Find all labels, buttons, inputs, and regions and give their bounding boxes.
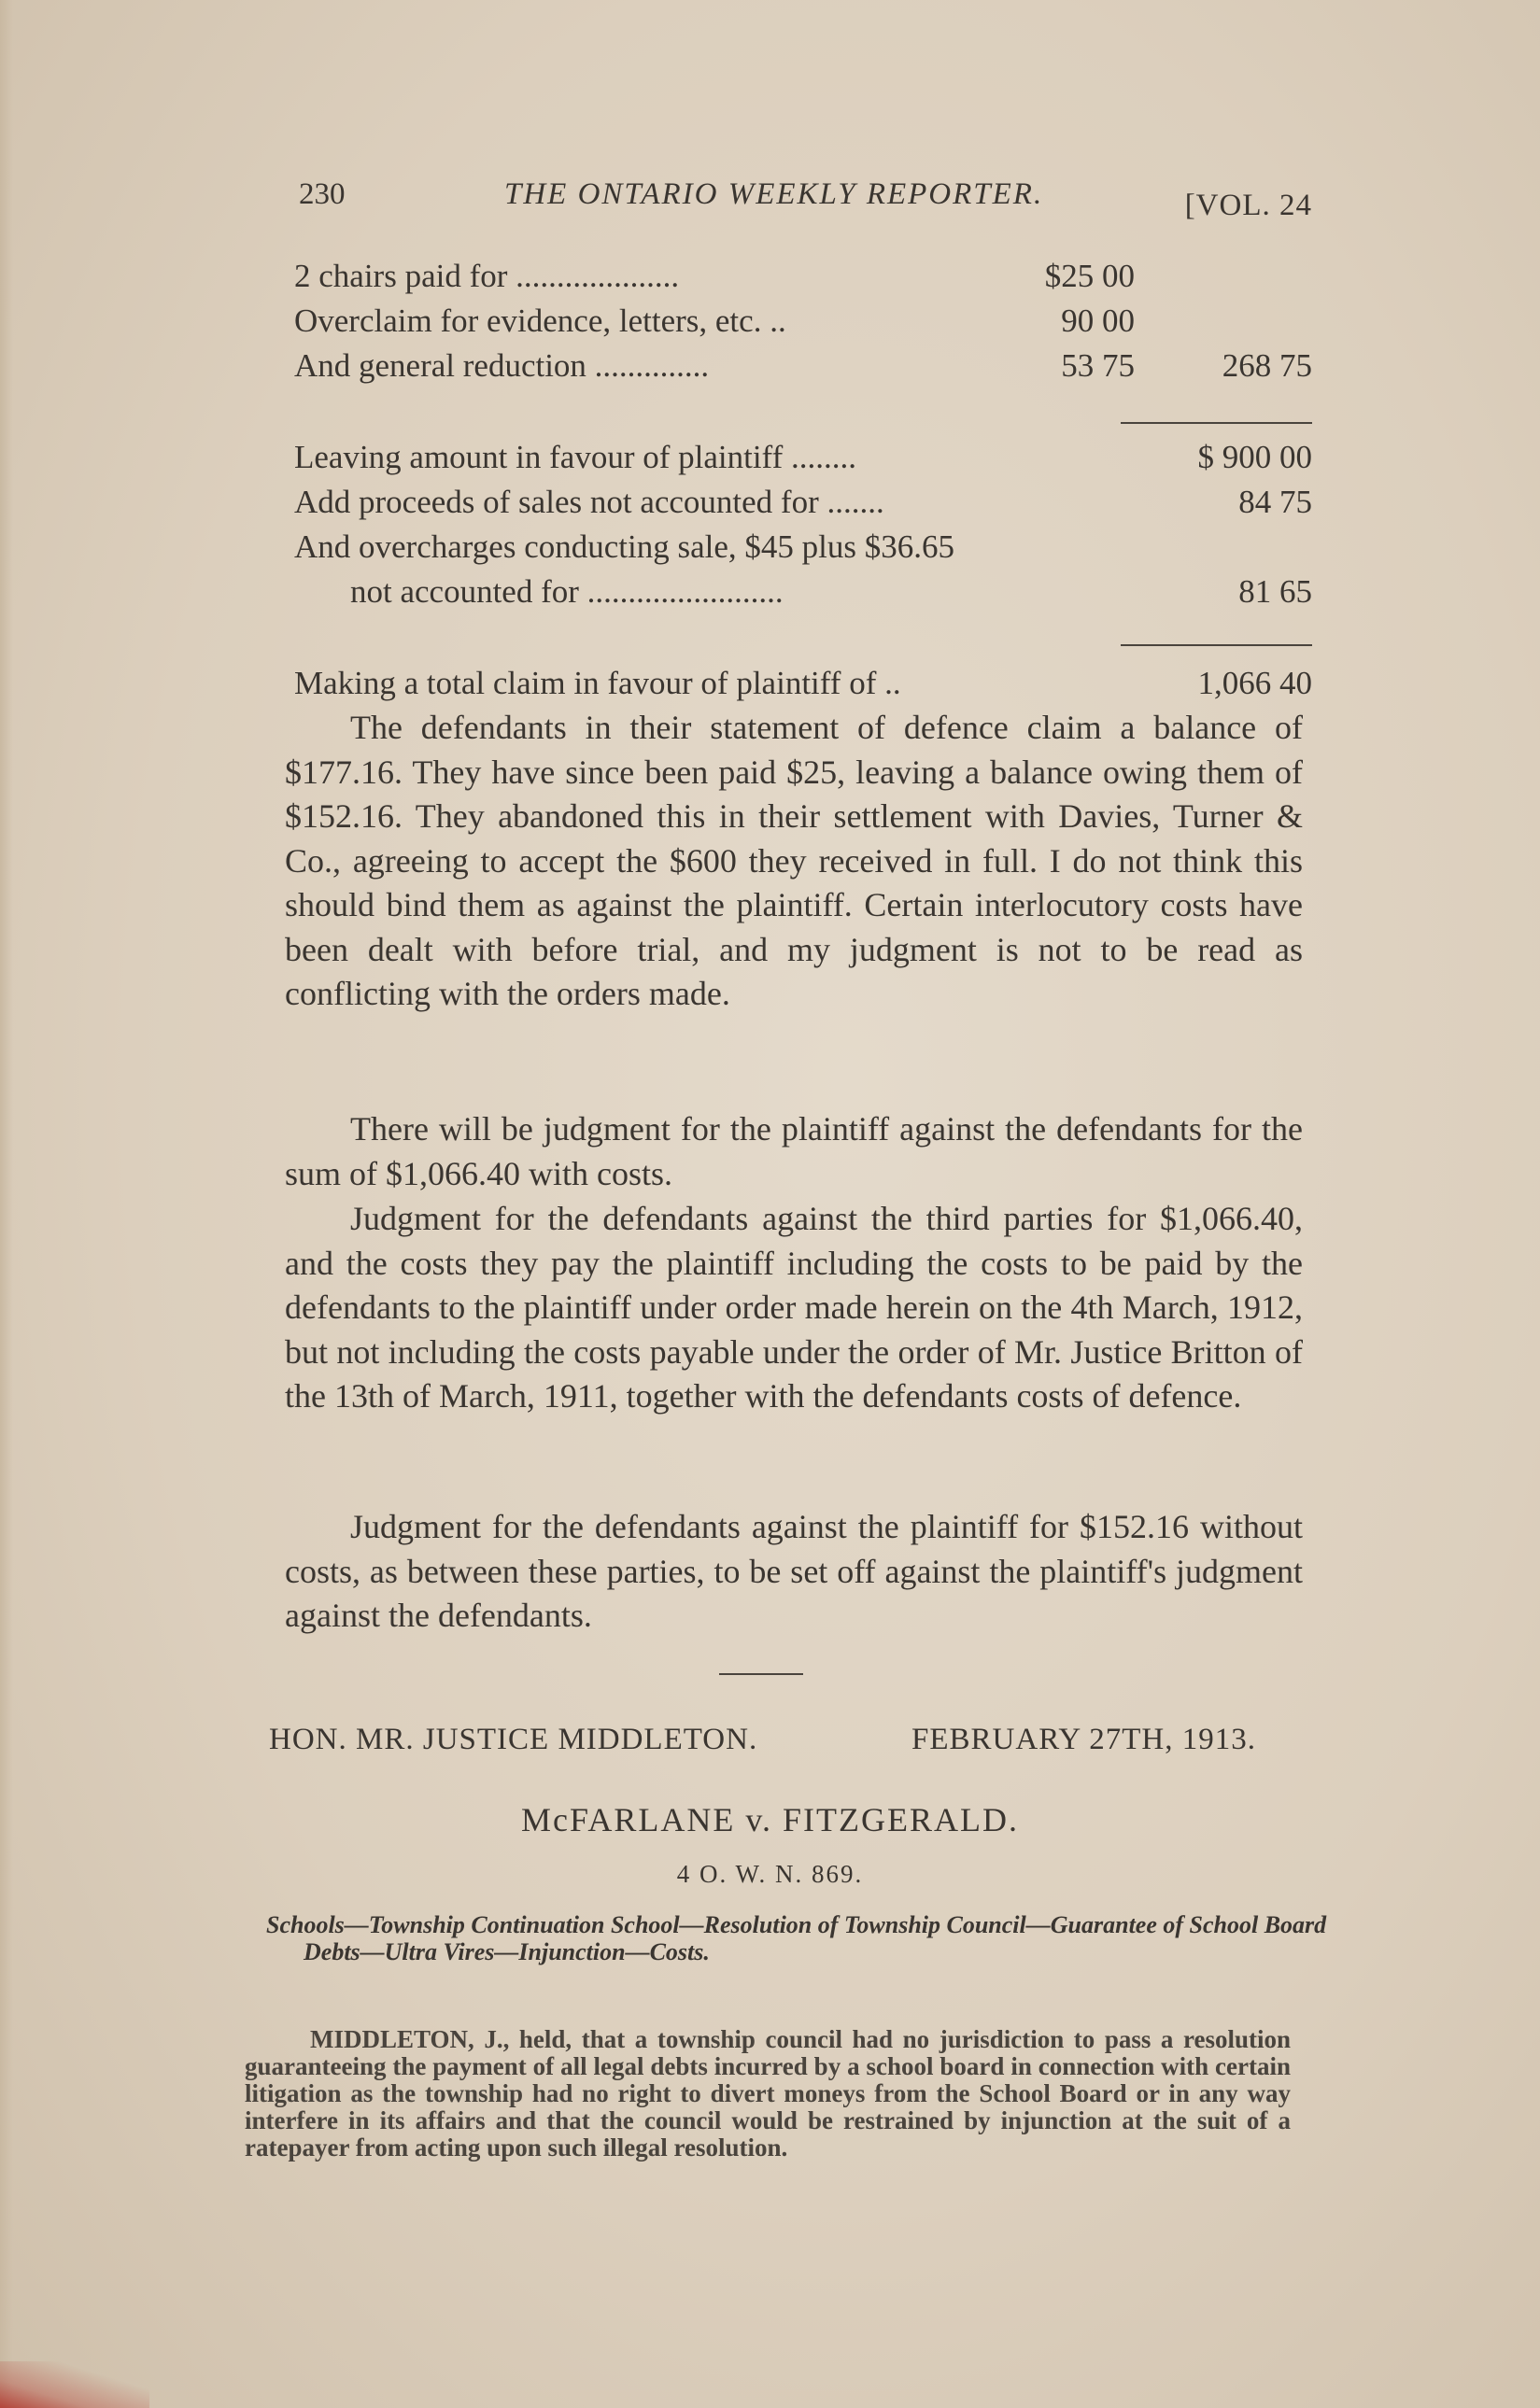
journal-title: THE ONTARIO WEEKLY REPORTER.	[504, 177, 1044, 211]
account-label: Leaving amount in favour of plaintiff ........	[294, 439, 856, 475]
body-paragraph: Judgment for the defendants against the third parties for $1,066.40, and the costs they pay the plaintiff including the costs to be paid by the defendants to the plaintiff under order made herein on the 4th March, 1912, but not including the costs payable under the order of Mr. Justice Britton of the 13th of March, 1911, together with the defendants costs of defence.	[285, 1200, 1303, 1415]
account-block-b	[294, 435, 1312, 614]
account-row	[294, 480, 1312, 525]
body-paragraph: Judgment for the defendants against the plaintiff for $152.16 without costs, as between these parties, to be set off against the plaintiff's judgment against the defendants.	[285, 1508, 1303, 1634]
account-amount: 53 75	[1061, 347, 1135, 384]
decision-date: FEBRUARY 27TH, 1913.	[911, 1723, 1256, 1756]
account-label: Making a total claim in favour of plaintiff of ..	[294, 665, 901, 701]
account-total: $ 900 00	[1197, 439, 1312, 475]
case-title: McFARLANE v. FITZGERALD.	[521, 1801, 1019, 1838]
account-amount: $25 00	[1044, 258, 1135, 294]
headnote: Schools—Township Continuation School—Resolution of Township Council—Guarantee of School Board Debts—Ultra Vires—Injunction—Costs.	[266, 1911, 1327, 1965]
body-paragraph: There will be judgment for the plaintiff against the defendants for the sum of $1,066.40 with costs.	[285, 1110, 1303, 1192]
judge-name: HON. MR. JUSTICE MIDDLETON.	[269, 1723, 758, 1756]
volume-label: [VOL. 24	[1184, 189, 1312, 222]
account-row	[294, 299, 1312, 344]
body-paragraph: The defendants in their statement of defence claim a balance of $177.16. They have since been paid $25, leaving a balance owing them of $152.16. They abandoned this in their settlement with Davies, Turner & Co., agreeing to accept the $600 they received in full. I do not think this should bind them as against the plaintiff. Certain interlocutory costs have been dealt with before trial, and my judgment is not to be read as conflicting with the orders made.	[285, 709, 1303, 1012]
account-label: And overcharges conducting sale, $45 plus $36.65	[294, 528, 954, 565]
page-edge-shadow	[0, 0, 13, 2408]
account-subtotal: 268 75	[1222, 347, 1312, 384]
running-header	[299, 177, 1312, 224]
binding-edge	[0, 2361, 149, 2408]
account-label: Overclaim for evidence, letters, etc. ..	[294, 303, 786, 339]
account-total: 84 75	[1238, 484, 1312, 520]
account-row	[294, 254, 1312, 299]
account-total: 81 65	[1238, 573, 1312, 610]
account-total-block	[294, 661, 1312, 706]
account-block-a	[294, 254, 1312, 388]
account-label: Add proceeds of sales not accounted for .......	[294, 484, 884, 520]
account-grand-total: 1,066 40	[1197, 665, 1312, 701]
sum-rule	[1121, 422, 1312, 424]
case-summary: MIDDLETON, J., held, that a township council had no jurisdiction to pass a resolution guaranteeing the payment of all legal debts incurred by a school board in connection with certain litigation as the township had no right to divert moneys from the School Board or in any way interfere in its affairs and that the council would be restrained by injunction at the suit of a ratepayer from acting upon such illegal resolution.	[245, 2025, 1291, 2162]
page-number: 230	[299, 177, 346, 211]
account-amount: 90 00	[1061, 303, 1135, 339]
account-label: 2 chairs paid for ....................	[294, 258, 680, 294]
section-divider	[719, 1673, 803, 1675]
account-row	[294, 661, 1312, 706]
account-label: not accounted for ........................	[350, 573, 784, 610]
account-row	[294, 570, 1312, 614]
sum-rule	[1121, 644, 1312, 646]
account-row	[294, 525, 1312, 570]
case-citation: 4 O. W. N. 869.	[676, 1860, 864, 1888]
account-row	[294, 344, 1312, 388]
account-row	[294, 435, 1312, 480]
account-label: And general reduction ..............	[294, 347, 710, 384]
